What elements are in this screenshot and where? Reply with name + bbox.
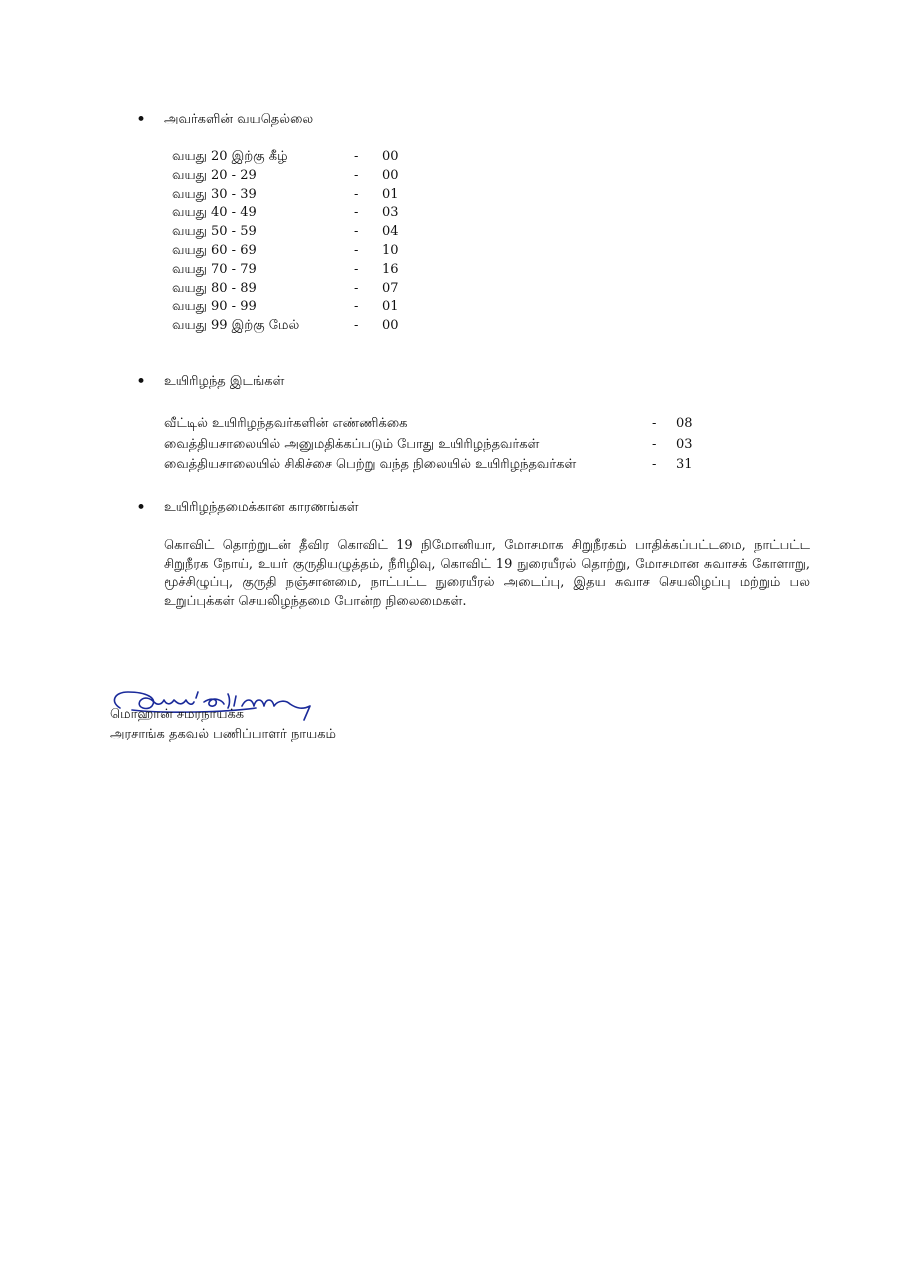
place-label: வைத்தியசாலையில் அனுமதிக்கப்படும் போது உயிரிழந்தவர்கள் [164,436,540,452]
age-dash: - [354,205,359,221]
section-heading-places: உயிரிழந்த இடங்கள் [164,374,285,389]
place-label: வைத்தியசாலையில் சிகிச்சை பெற்று வந்த நிலையில் உயிரிழந்தவர்கள் [164,457,577,472]
age-count: 10 [382,243,399,258]
age-dash: - [354,186,359,202]
age-dash: - [354,299,359,315]
age-label: வயது 60 - 69 [172,243,257,258]
age-count: 16 [382,261,399,277]
age-label: வயது 40 - 49 [172,205,257,221]
age-dash: - [354,167,359,183]
signatory-title: அரசாங்க தகவல் பணிப்பாளர் நாயகம் [110,727,336,742]
age-count: 01 [382,186,399,202]
age-count: 07 [382,280,399,296]
age-dash: - [354,261,359,277]
age-dash: - [354,243,359,258]
age-label: வயது 99 இற்கு மேல் [172,318,300,334]
age-dash: - [354,280,359,296]
place-dash: - [652,436,657,452]
age-label: வயது 20 இற்கு கீழ் [172,149,288,164]
bullet-icon: • [136,110,147,130]
section-heading-causes: உயிரிழந்தமைக்கான காரணங்கள் [164,500,359,515]
place-label: வீட்டில் உயிரிழந்தவர்களின் எண்ணிக்கை [164,416,408,431]
causes-paragraph: கொவிட் தொற்றுடன் தீவிர கொவிட் 19 நிமோனியா, மோசமாக சிறுநீரகம் பாதிக்கப்பட்டமை, நாட்பட்ட சிறுநீரக நோய், உயர் குருதியழுத்தம், நீரிழிவு, கொவிட் 19 நுரையீரல் தொற்று, மோசமான சுவாசக் கோளாறு, மூச்சிழுப்பு, குருதி நஞ்சானமை, நாட்பட்ட நுரையீரல் அடைப்பு, இதய சுவாச செயலிழப்பு மற்றும் பல உறுப்புக்கள் செயலிழந்தமை போன்ற நிலைமைகள். [164,538,810,609]
age-count: 00 [382,149,399,164]
bullet-icon: • [136,498,147,518]
signatory-name: மொஹான் சமரநாயக்க [110,707,245,722]
age-dash: - [354,149,359,164]
age-count: 00 [382,318,399,334]
age-label: வயது 50 - 59 [172,224,257,240]
age-label: வயது 20 - 29 [172,167,257,183]
age-count: 00 [382,167,399,183]
section-heading-age: அவர்களின் வயதெல்லை [164,112,314,127]
place-count: 03 [676,436,693,452]
age-dash: - [354,318,359,334]
age-count: 03 [382,205,399,221]
age-label: வயது 70 - 79 [172,261,257,277]
place-count: 31 [676,457,693,472]
place-count: 08 [676,416,693,431]
age-dash: - [354,224,359,240]
bullet-icon: • [136,372,147,392]
age-label: வயது 90 - 99 [172,299,257,315]
place-dash: - [652,416,657,431]
age-count: 01 [382,299,399,315]
place-dash: - [652,457,657,472]
age-label: வயது 30 - 39 [172,186,257,202]
age-count: 04 [382,224,399,240]
age-label: வயது 80 - 89 [172,280,257,296]
